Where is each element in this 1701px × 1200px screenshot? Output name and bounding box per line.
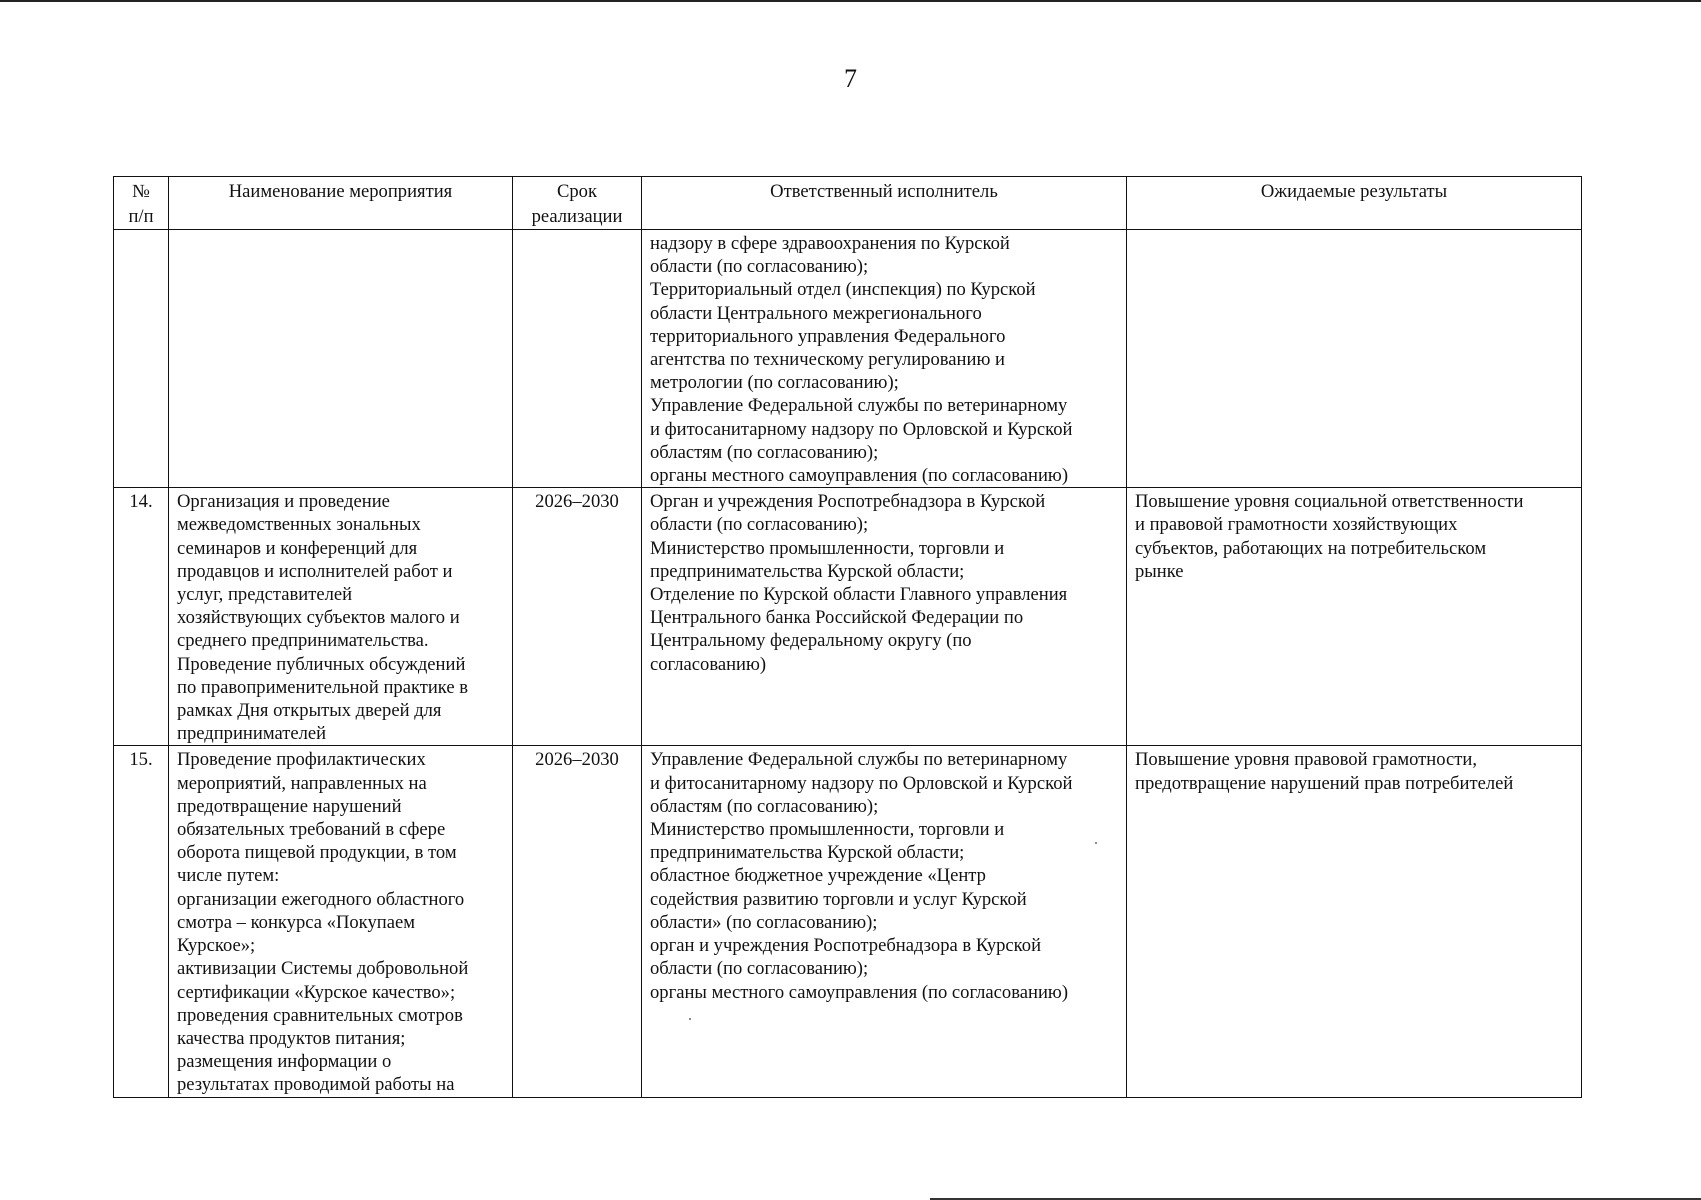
cell-results <box>1127 746 1582 1097</box>
cell-name <box>169 230 513 488</box>
cell-line: области (по согласованию); <box>650 256 869 278</box>
cell-line: рынке <box>1135 560 1184 582</box>
cell-line: Орган и учреждения Роспотребнадзора в Курской <box>650 491 1046 513</box>
cell-line: территориального управления Федерального <box>650 325 1006 347</box>
cell-line: и правовой грамотности хозяйствующих <box>1135 514 1458 536</box>
cell-line: предпринимательства Курской области; <box>650 842 965 864</box>
table-row-15 <box>114 746 1582 1097</box>
measures-table <box>113 176 1582 1098</box>
cell-line: Управление Федеральной службы по ветеринарному <box>650 749 1068 771</box>
table-row-14 <box>114 488 1582 746</box>
cell-line: Повышение уровня социальной ответственности <box>1135 491 1524 513</box>
cell-line: предпринимательства Курской области; <box>650 560 965 582</box>
cell-results <box>1127 230 1582 488</box>
header-results: Ожидаемые результаты <box>1127 177 1582 230</box>
cell-line: числе путем: <box>177 865 280 887</box>
cell-line: предотвращение нарушений прав потребителей <box>1135 772 1514 794</box>
cell-line: смотра – конкурса «Покупаем <box>177 911 415 933</box>
cell-line: мероприятий, направленных на <box>177 772 427 794</box>
cell-line: хозяйствующих субъектов малого и <box>177 607 460 629</box>
cell-line: размещения информации о <box>177 1051 392 1073</box>
cell-line: области» (по согласованию); <box>650 911 878 933</box>
cell-line: области Центрального межрегионального <box>650 302 982 324</box>
cell-line: и фитосанитарному надзору по Орловской и Курской <box>650 772 1073 794</box>
cell-line: метрологии (по согласованию); <box>650 372 899 394</box>
cell-line: активизации Системы добровольной <box>177 958 469 980</box>
cell-name <box>169 488 513 746</box>
table-row-continued <box>114 230 1582 488</box>
cell-line: областям (по согласованию); <box>650 795 879 817</box>
cell-line: услуг, представителей <box>177 584 353 606</box>
cell-line: среднего предпринимательства. <box>177 630 429 652</box>
cell-line: Центрального банка Российской Федерации по <box>650 607 1024 629</box>
cell-name <box>169 746 513 1097</box>
table-body <box>114 230 1582 1098</box>
cell-line: Центральному федеральному округу (по <box>650 630 972 652</box>
header-executor: Ответственный исполнитель <box>642 177 1127 230</box>
cell-line: обязательных требований в сфере <box>177 819 446 841</box>
cell-num: 14. <box>114 488 169 746</box>
cell-line: областное бюджетное учреждение «Центр <box>650 865 986 887</box>
cell-line: Министерство промышленности, торговли и <box>650 537 1005 559</box>
cell-line: семинаров и конференций для <box>177 537 418 559</box>
scan-top-border <box>0 0 1701 2</box>
cell-line: органы местного самоуправления (по согласованию) <box>650 981 1069 1003</box>
cell-line: рамках Дня открытых дверей для <box>177 700 442 722</box>
cell-line: сертификации «Курское качество»; <box>177 981 456 1003</box>
page-number: 7 <box>844 64 857 93</box>
cell-line: организации ежегодного областного <box>177 888 465 910</box>
cell-line: субъектов, работающих на потребительском <box>1135 537 1487 559</box>
cell-line: Территориальный отдел (инспекция) по Курской <box>650 279 1036 301</box>
cell-line: Повышение уровня правовой грамотности, <box>1135 749 1477 771</box>
cell-line: согласованию) <box>650 653 767 675</box>
cell-num <box>114 230 169 488</box>
cell-line: Управление Федеральной службы по ветеринарному <box>650 395 1068 417</box>
cell-num: 15. <box>114 746 169 1097</box>
cell-line: агентства по техническому регулированию и <box>650 349 1005 371</box>
cell-executor <box>642 488 1127 746</box>
cell-line: орган и учреждения Роспотребнадзора в Курской <box>650 935 1042 957</box>
cell-line: Проведение публичных обсуждений <box>177 653 466 675</box>
cell-line: органы местного самоуправления (по согласованию) <box>650 465 1069 487</box>
cell-line: продавцов и исполнителей работ и <box>177 560 453 582</box>
cell-period: 2026–2030 <box>513 746 642 1097</box>
table-header-row <box>114 177 1582 230</box>
cell-line: результатах проводимой работы на <box>177 1074 455 1096</box>
header-num: № п/п <box>114 177 169 230</box>
cell-line: проведения сравнительных смотров <box>177 1004 463 1026</box>
cell-line: межведомственных зональных <box>177 514 421 536</box>
cell-line: предпринимателей <box>177 723 327 745</box>
cell-line: Курское»; <box>177 935 256 957</box>
cell-period: 2026–2030 <box>513 488 642 746</box>
cell-line: области (по согласованию); <box>650 514 869 536</box>
cell-line: Проведение профилактических <box>177 749 426 771</box>
cell-line: содействия развитию торговли и услуг Курской <box>650 888 1027 910</box>
cell-executor <box>642 746 1127 1097</box>
cell-line: Министерство промышленности, торговли и <box>650 819 1005 841</box>
cell-period <box>513 230 642 488</box>
cell-line: и фитосанитарному надзору по Орловской и Курской <box>650 418 1073 440</box>
cell-line: оборота пищевой продукции, в том <box>177 842 457 864</box>
scan-speck <box>689 1018 691 1020</box>
cell-line: областям (по согласованию); <box>650 441 879 463</box>
cell-line: по правоприменительной практике в <box>177 676 469 698</box>
cell-results <box>1127 488 1582 746</box>
cell-executor <box>642 230 1127 488</box>
cell-line: Организация и проведение <box>177 491 390 513</box>
scan-speck <box>1095 842 1097 844</box>
cell-line: области (по согласованию); <box>650 958 869 980</box>
cell-line: предотвращение нарушений <box>177 795 402 817</box>
cell-line: надзору в сфере здравоохранения по Курской <box>650 233 1010 254</box>
header-name: Наименование мероприятия <box>169 177 513 230</box>
cell-line: качества продуктов питания; <box>177 1027 406 1049</box>
header-period: Срок реализации <box>513 177 642 230</box>
cell-line: Отделение по Курской области Главного управления <box>650 584 1068 606</box>
